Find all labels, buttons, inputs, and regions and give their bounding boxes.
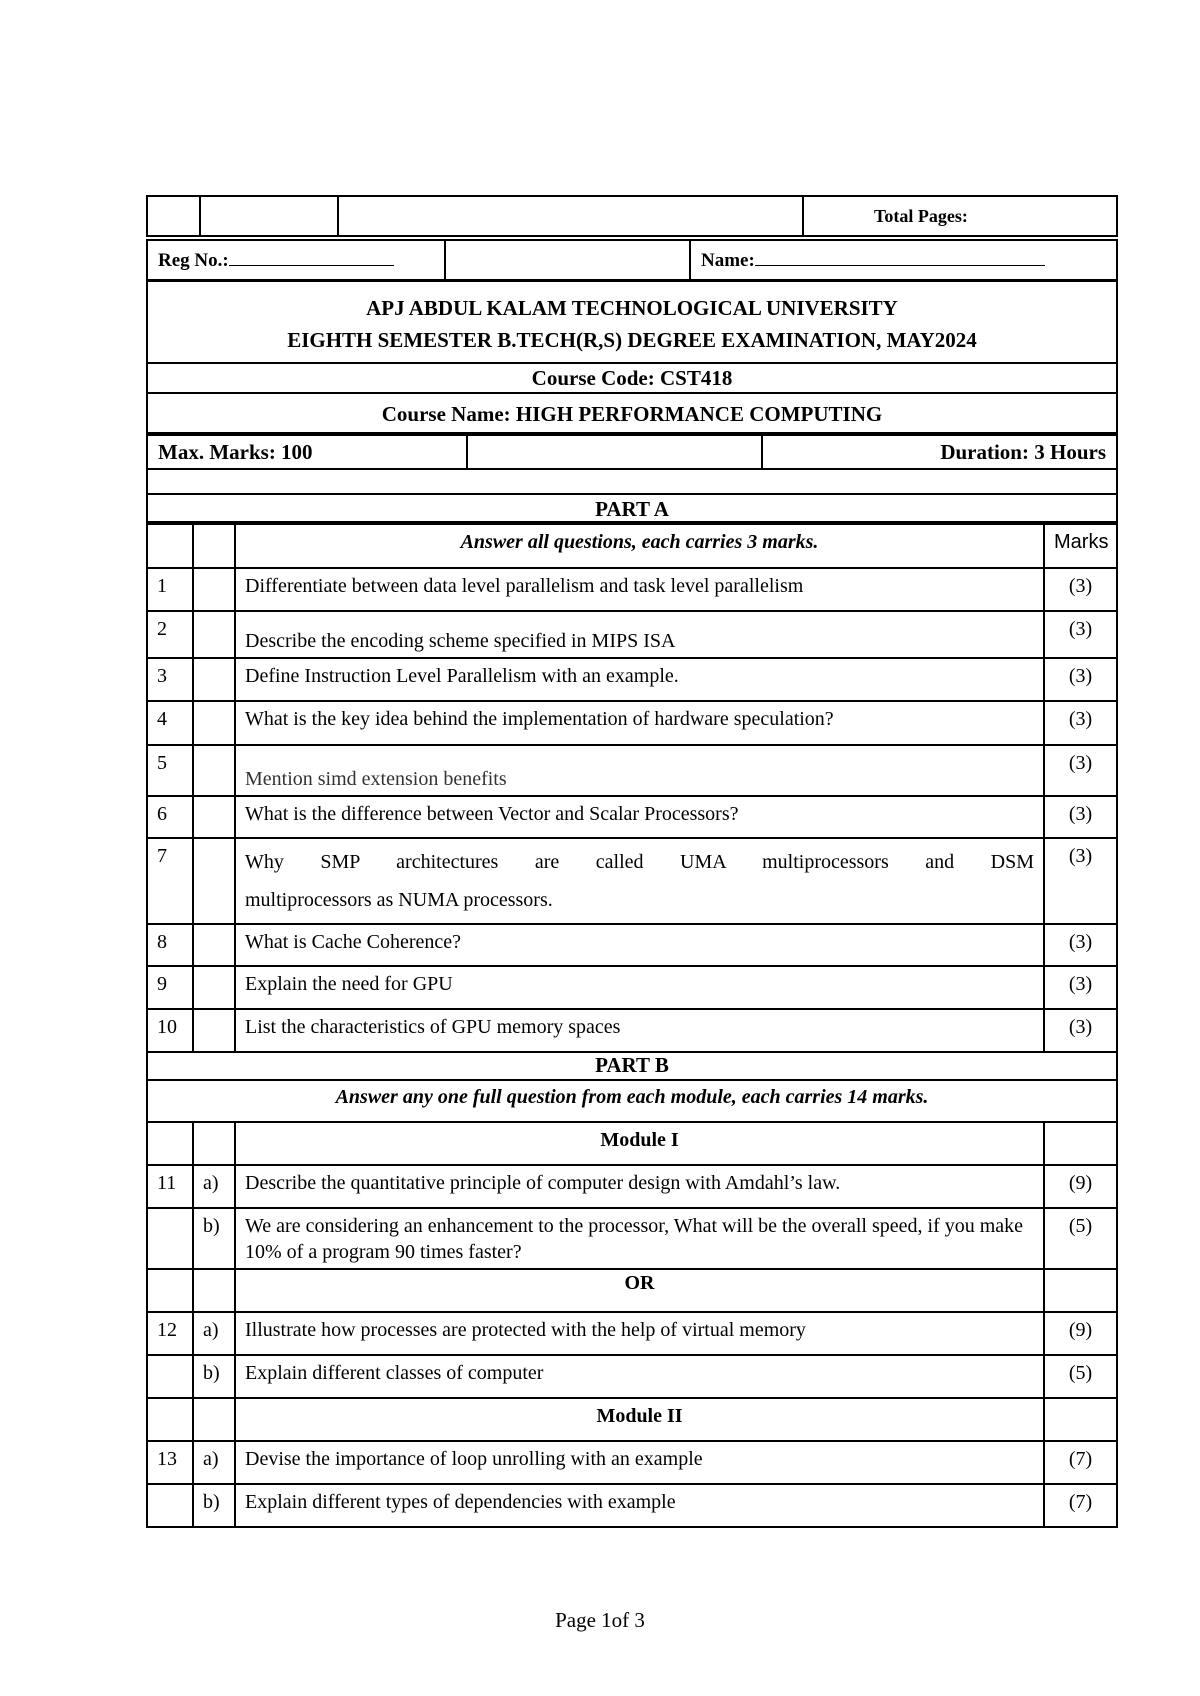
question-marks: (3) [1044,966,1117,1009]
question-number: 6 [147,796,193,838]
question-text [235,838,1044,924]
question-number: 13 [147,1441,193,1484]
table-row [147,611,1117,658]
blank-cell [147,524,193,568]
table-row [147,1122,1117,1165]
table-row [147,838,1117,924]
module-2-heading: Module II [235,1398,1044,1441]
sub-question-label: b) [193,1484,235,1527]
part-a-instruction: Answer all questions, each carries 3 marks. [235,524,1044,568]
blank-cell [147,1484,193,1527]
blank-cell [147,1398,193,1441]
question-text: What is Cache Coherence? [235,924,1044,966]
blank-cell [1044,1269,1117,1312]
table-row [147,1269,1117,1312]
question-marks: (3) [1044,745,1117,796]
table-row [147,1398,1117,1441]
question-text: Describe the encoding scheme specified in MIPS ISA [235,611,1044,658]
question-marks: (9) [1044,1312,1117,1355]
question-marks: (7) [1044,1441,1117,1484]
sub-question-label: a) [193,1441,235,1484]
part-b-title: PART B [146,1051,1118,1081]
blank-cell [193,701,235,745]
question-text: What is the difference between Vector and Scalar Processors? [235,796,1044,838]
table-row [147,701,1117,745]
blank-cell [193,611,235,658]
question-number: 5 [147,745,193,796]
question-marks: (3) [1044,838,1117,924]
question-number: 9 [147,966,193,1009]
blank-cell [147,1122,193,1165]
question-marks: (3) [1044,611,1117,658]
blank-cell [193,1269,235,1312]
question-marks: (3) [1044,796,1117,838]
blank-cell [193,745,235,796]
sub-question-label: a) [193,1165,235,1208]
name-blank [755,249,1045,266]
course-code: Course Code: CST418 [146,364,1118,394]
sub-question-label: b) [193,1355,235,1398]
module-1-heading: Module I [235,1122,1044,1165]
course-name: Course Name: HIGH PERFORMANCE COMPUTING [146,394,1118,434]
blank-cell [193,568,235,611]
name-cell [690,240,1117,280]
reg-no-cell [147,240,445,280]
registration-table [146,239,1118,281]
marks-middle-cell [467,435,762,469]
blank-cell [193,796,235,838]
sub-question-label: b) [193,1208,235,1269]
marks-duration-table [146,434,1118,470]
question-text: Describe the quantitative principle of computer design with Amdahl’s law. [235,1165,1044,1208]
header-cell-1 [147,196,200,236]
header-cell-3 [338,196,803,236]
table-row [147,1208,1117,1269]
question-number: 7 [147,838,193,924]
question-number: 10 [147,1009,193,1052]
blank-cell [1044,1398,1117,1441]
exam-title: EIGHTH SEMESTER B.TECH(R,S) DEGREE EXAMINATION, MAY2024 [287,328,977,352]
question-text-line: Why SMP architectures are called UMA multiprocessors and DSM [245,851,1034,873]
question-text: Illustrate how processes are protected with the help of virtual memory [235,1312,1044,1355]
page-number: Page 1of 3 [555,1608,645,1632]
table-row [147,966,1117,1009]
duration: Duration: 3 Hours [762,435,1117,469]
question-number: 2 [147,611,193,658]
part-b-instruction: Answer any one full question from each module, each carries 14 marks. [146,1081,1118,1121]
blank-cell [193,1009,235,1052]
question-text: Explain different classes of computer [235,1355,1044,1398]
table-row [147,1355,1117,1398]
table-row [147,568,1117,611]
table-row [147,796,1117,838]
max-marks: Max. Marks: 100 [147,435,467,469]
question-marks: (5) [1044,1208,1117,1269]
blank-cell [193,1122,235,1165]
name-label: Name: [701,249,755,271]
blank-cell [193,966,235,1009]
blank-cell [1044,1122,1117,1165]
header-cell-2 [200,196,338,236]
question-marks: (3) [1044,658,1117,701]
question-marks: (3) [1044,1009,1117,1052]
header-table [146,195,1118,237]
question-marks: (3) [1044,568,1117,611]
reg-no-blank [229,249,394,266]
table-row [147,1484,1117,1527]
table-row [147,745,1117,796]
university-name: APJ ABDUL KALAM TECHNOLOGICAL UNIVERSITY [366,296,898,320]
total-pages-label: Total Pages: [803,196,1117,236]
question-text: Define Instruction Level Parallelism with an example. [235,658,1044,701]
reg-no-label: Reg No.: [158,249,229,271]
reg-middle-cell [445,240,690,280]
part-a-title: PART A [146,495,1118,523]
question-marks: (7) [1044,1484,1117,1527]
question-text: Explain the need for GPU [235,966,1044,1009]
table-row [147,1009,1117,1052]
question-text: What is the key idea behind the implementation of hardware speculation? [235,701,1044,745]
question-number: 12 [147,1312,193,1355]
question-text: Devise the importance of loop unrolling with an example [235,1441,1044,1484]
question-number: 1 [147,568,193,611]
question-text: We are considering an enhancement to the processor, What will be the overall speed, if you make 10% of a program 90 times faster? [235,1208,1044,1269]
blank-cell [193,924,235,966]
sub-question-label: a) [193,1312,235,1355]
blank-cell [147,1208,193,1269]
table-row [147,658,1117,701]
marks-header: Marks [1044,524,1117,568]
question-text: Differentiate between data level parallelism and task level parallelism [235,568,1044,611]
blank-cell [147,1355,193,1398]
question-marks: (3) [1044,701,1117,745]
or-separator: OR [235,1269,1044,1312]
university-block [146,280,1118,364]
blank-cell [147,1269,193,1312]
question-text: Explain different types of dependencies with example [235,1484,1044,1527]
blank-cell [193,658,235,701]
question-marks: (3) [1044,924,1117,966]
question-text: List the characteristics of GPU memory spaces [235,1009,1044,1052]
question-marks: (5) [1044,1355,1117,1398]
blank-cell [193,838,235,924]
question-text-line: multiprocessors as NUMA processors. [245,889,553,911]
table-row [147,924,1117,966]
part-a-table [146,523,1118,1053]
question-number: 4 [147,701,193,745]
question-number: 3 [147,658,193,701]
question-number: 8 [147,924,193,966]
part-b-table [146,1121,1118,1528]
table-row [147,1312,1117,1355]
blank-cell [193,524,235,568]
question-marks: (9) [1044,1165,1117,1208]
table-row [147,1165,1117,1208]
table-row [147,1441,1117,1484]
question-number: 11 [147,1165,193,1208]
blank-cell [193,1398,235,1441]
spacer-row [146,468,1118,495]
question-text: Mention simd extension benefits [235,745,1044,796]
